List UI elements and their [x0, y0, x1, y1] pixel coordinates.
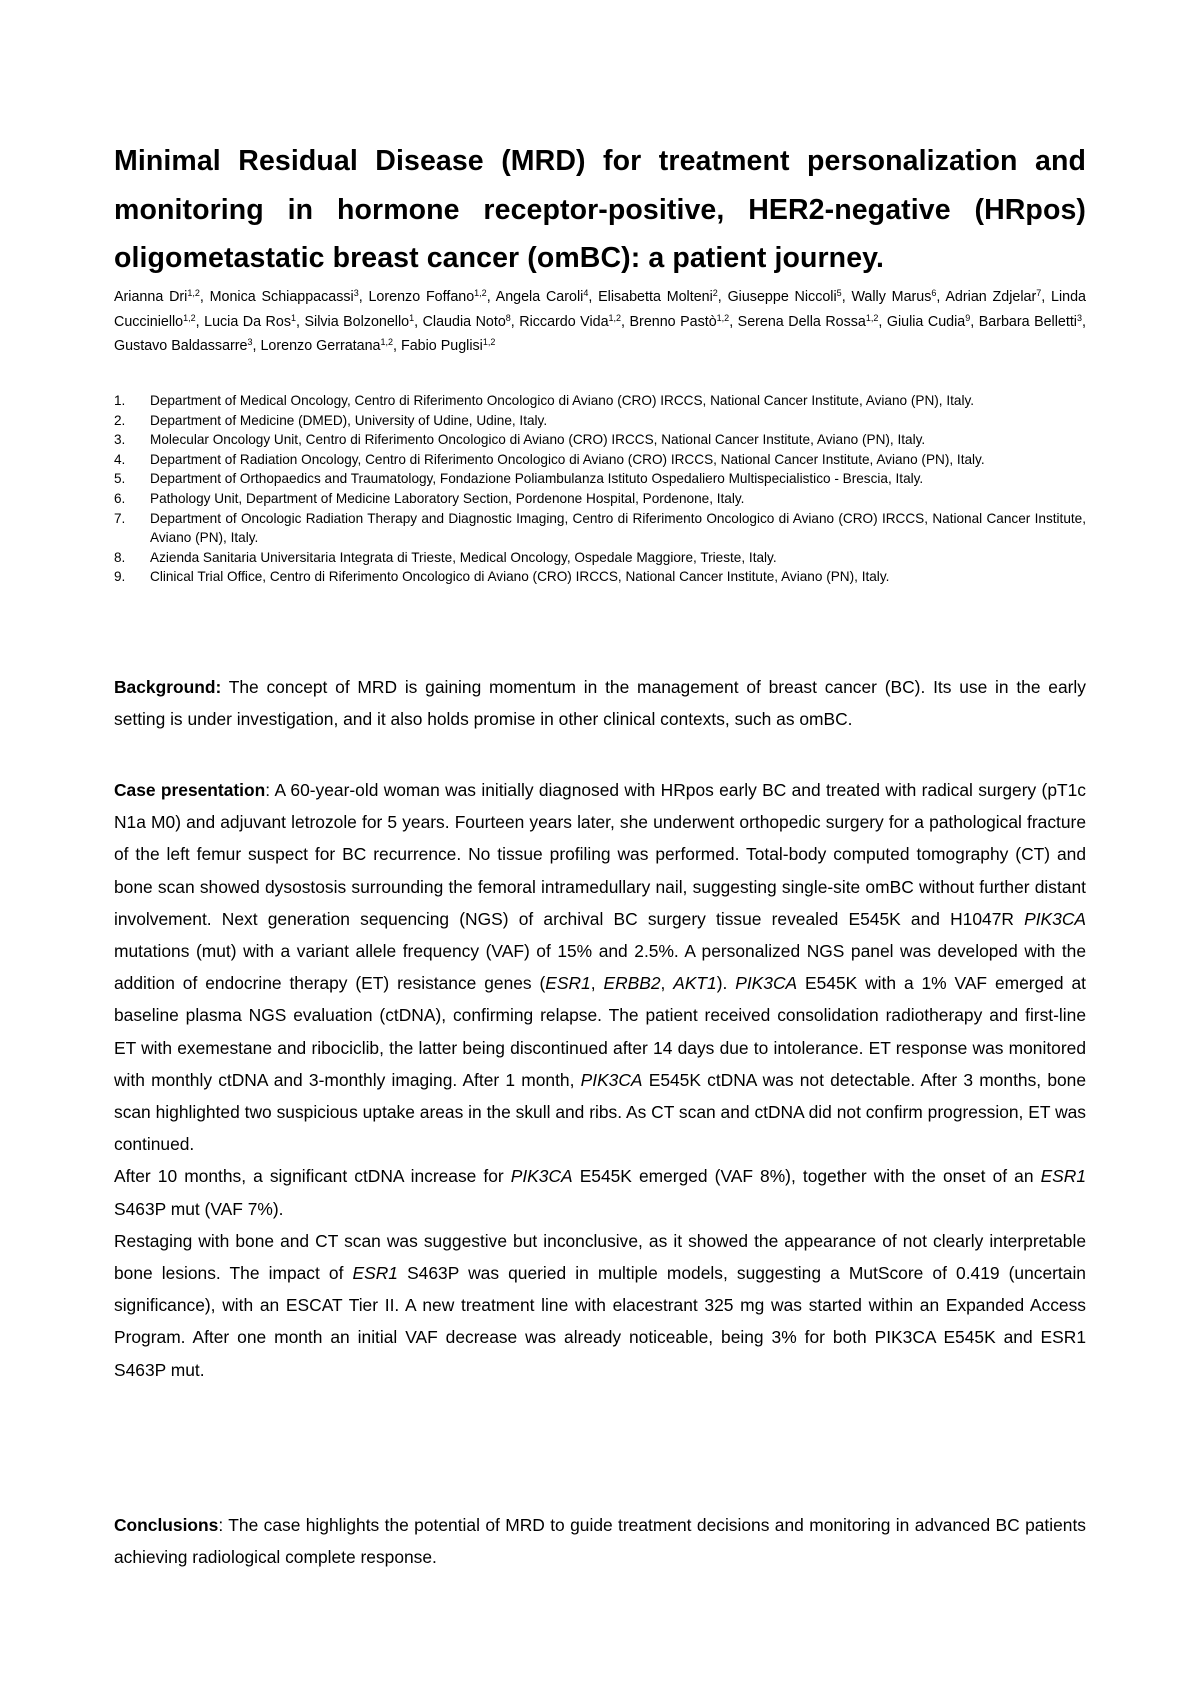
gene-name: PIK3CA	[735, 973, 798, 994]
author-name: Lucia Da Ros	[204, 313, 291, 330]
author-name: Riccardo Vida	[519, 313, 609, 330]
gene-name: ESR1	[352, 1263, 398, 1284]
case-paragraph-2	[114, 1160, 1086, 1224]
paper-title	[114, 137, 1086, 283]
affiliation-number: 1.	[114, 393, 126, 408]
author-name: Giulia Cudia	[886, 313, 966, 330]
author-name: Silvia Bolzonello	[304, 313, 410, 330]
author-affiliation-marker: 1,2	[187, 288, 200, 298]
affiliation-item	[114, 509, 1086, 548]
case-paragraph-3	[114, 1225, 1086, 1386]
affiliation-number: 9.	[114, 569, 126, 585]
author-affiliation-marker: 4	[583, 288, 589, 298]
text-run: ,	[660, 973, 674, 994]
author-affiliation-marker: 3	[1076, 312, 1082, 323]
text-run: S463P was queried in multiple models, suggesting a MutScore of 0.419 (uncertain significance), with an ESCAT Tier II. A new treatment line with elacestrant 325 mg was started within an Expanded Access Program. After one month an initial VAF decrease was already noticeable, being 3% for both PIK3CA E545K and ESR1 S463P mut.	[114, 1263, 1086, 1380]
background-section	[114, 671, 1086, 735]
affiliation-text: Department of Oncologic Radiation Therapy and Diagnostic Imaging, Centro di Riferimento Oncologico di Aviano (CRO) IRCCS, National Cancer Institute, Aviano (PN), Italy.	[150, 510, 1086, 546]
affiliation-number: 6.	[114, 490, 126, 506]
affiliation-item	[114, 548, 1086, 568]
author-name: Claudia Noto	[422, 313, 506, 330]
affiliation-list	[114, 391, 1086, 587]
text-run: E545K ctDNA was not detectable. After 3 months, bone scan highlighted two suspicious uptake areas in the skull and ribs. As CT scan and ctDNA did not confirm progression, ET was continued.	[114, 1069, 1087, 1155]
gene-name: ESR1	[545, 973, 591, 994]
author-affiliation-marker: 7	[1036, 288, 1042, 298]
case-presentation-section	[114, 774, 1086, 1386]
author-name: Giuseppe Niccoli	[727, 289, 837, 305]
author-affiliation-marker: 1	[409, 312, 415, 323]
affiliation-item	[114, 411, 1086, 431]
author-name: Serena Della Rossa	[737, 313, 866, 330]
affiliation-number: 5.	[114, 471, 126, 487]
affiliation-text: Azienda Sanitaria Universitaria Integrata di Trieste, Medical Oncology, Ospedale Maggiore, Trieste, Italy.	[150, 549, 777, 565]
affiliation-item	[114, 450, 1086, 470]
author-name: Barbara Belletti	[978, 313, 1077, 330]
affiliation-number: 8.	[114, 549, 126, 565]
author-affiliation-marker: 5	[836, 288, 842, 298]
text-run: : A 60-year-old woman was initially diagnosed with HRpos early BC and treated with radical surgery (pT1c N1a M0) and adjuvant letrozole for 5 years. Fourteen years later, she underwent orthopedic surgery for a pathological fracture of the left femur suspect for BC recurrence. No tissue profiling was performed. Total-body computed tomography (CT) and bone scan showed dysostosis surrounding the femoral intramedullary nail, suggesting single-site omBC without further distant involvement. Next generation sequencing (NGS) of archival BC surgery tissue revealed E545K and H1047R	[114, 780, 1086, 929]
author-affiliation-marker: 8	[505, 312, 511, 323]
author-affiliation-marker: 1	[291, 312, 297, 323]
affiliation-text: Department of Medical Oncology, Centro di Riferimento Oncologico di Aviano (CRO) IRCCS, National Cancer Institute, Aviano (PN), Italy.	[150, 393, 975, 408]
text-run: E545K with a 1% VAF emerged at baseline plasma NGS evaluation (ctDNA), confirming relapse. The patient received consolidation radiotherapy and first-line ET with exemestane and ribociclib, the latter being discontinued after 14 days due to intolerance. ET response was monitored with monthly ctDNA and 3-monthly imaging. After 1 month,	[114, 973, 1086, 1090]
conclusions-text: : The case highlights the potential of MRD to guide treatment decisions and monitoring in advanced BC patients achieving radiological complete response.	[114, 1515, 1086, 1568]
text-run: mutations (mut) with a variant allele frequency (VAF) of 15% and 2.5%. A personalized NGS panel was developed with the addition of endocrine therapy (ET) resistance genes (	[114, 941, 1086, 994]
affiliation-text: Molecular Oncology Unit, Centro di Riferimento Oncologico di Aviano (CRO) IRCCS, National Cancer Institute, Aviano (PN), Italy.	[150, 432, 926, 448]
gene-name: AKT1	[673, 973, 717, 994]
title-line: Minimal Residual Disease (MRD) for treatment personalization and	[114, 145, 1086, 177]
author-affiliation-marker: 9	[965, 312, 971, 323]
affiliation-item	[114, 391, 1086, 411]
author-affiliation-marker: 1,2	[482, 337, 496, 347]
author-name: Brenno Pastò	[629, 313, 717, 330]
author-name: Lorenzo Foffano	[368, 289, 475, 305]
case-paragraph-1	[114, 774, 1086, 1160]
affiliation-item	[114, 489, 1086, 509]
case-paragraph-1-text	[114, 780, 1086, 1154]
title-line: oligometastatic breast cancer (omBC): a patient journey.	[114, 242, 884, 274]
affiliation-text: Pathology Unit, Department of Medicine Laboratory Section, Pordenone Hospital, Pordenone, Italy.	[150, 490, 745, 506]
affiliation-text: Department of Radiation Oncology, Centro di Riferimento Oncologico di Aviano (CRO) IRCCS, National Cancer Institute, Aviano (PN), Italy.	[150, 451, 985, 467]
author-affiliation-marker: 2	[712, 288, 718, 298]
affiliation-text: Clinical Trial Office, Centro di Riferimento Oncologico di Aviano (CRO) IRCCS, National Cancer Institute, Aviano (PN), Italy.	[150, 569, 890, 585]
conclusions-label: Conclusions	[114, 1515, 219, 1535]
text-run: ,	[590, 973, 604, 994]
gene-name: ERBB2	[603, 973, 661, 994]
affiliation-item	[114, 430, 1086, 450]
gene-name: PIK3CA	[510, 1166, 573, 1187]
affiliation-item	[114, 469, 1086, 489]
background-text: The concept of MRD is gaining momentum in the management of breast cancer (BC). Its use in the early setting is under investigation, and it also holds promise in other clinical contexts, such as omBC.	[114, 677, 1086, 730]
author-name: Adrian Zdjelar	[945, 289, 1037, 305]
author-list: Arianna Dri$^{1,2}$, Monica Schiappacassi$^3$, Lorenzo Foffano$^{1,2}$, Angela Caroli$^4$, Elisabetta Molteni$^2$, Giuseppe Niccoli$^5$, Wally Marus$^6$, Adrian Zdjelar$^7$, Linda Cucciniello$^{1,2}$, Lucia Da Ros$^1$, Silvia Bolzonello$^1$, Claudia Noto$^8$, Riccardo Vida$^{1,2}$, Brenno Pastò$^{1,2}$, Serena Della Rossa$^{1,2}$, Giulia Cudia$^9$, Barbara Belletti$^3$, Gustavo Baldassarre$^3$, Lorenzo Gerratana$^{1,2}$, Fabio Puglisi$^{1,2}$	[114, 288, 1086, 354]
title-line: monitoring in hormone receptor-positive, HER2-negative (HRpos)	[114, 193, 1086, 226]
author-name: Gustavo Baldassarre	[114, 338, 248, 354]
text-run: After 10 months, a significant ctDNA increase for	[114, 1166, 511, 1187]
gene-name: PIK3CA	[580, 1069, 643, 1090]
author-name: Angela Caroli	[495, 289, 584, 305]
text-run: E545K emerged (VAF 8%), together with the onset of an	[572, 1166, 1041, 1187]
affiliation-number: 2.	[114, 412, 126, 428]
author-name: Arianna Dri	[114, 289, 188, 305]
author-name: Wally Marus	[851, 289, 932, 305]
author-name: Linda Cucciniello	[114, 289, 1086, 330]
affiliation-text: Department of Medicine (DMED), University of Udine, Udine, Italy.	[150, 412, 548, 428]
author-affiliation-marker: 3	[247, 337, 253, 347]
background-label: Background:	[114, 677, 222, 697]
text-run: ).	[716, 973, 736, 994]
author-name: Fabio Puglisi	[400, 338, 483, 354]
author-affiliation-marker: 3	[353, 288, 359, 298]
author-affiliation-marker: 1,2	[716, 312, 730, 323]
gene-name: ESR1	[1040, 1166, 1086, 1187]
text-run: S463P mut (VAF 7%).	[114, 1198, 284, 1219]
author-affiliation-marker: 1,2	[380, 337, 394, 347]
affiliation-number: 7.	[114, 510, 126, 526]
author-affiliation-marker: 1,2	[183, 312, 196, 323]
author-name: Lorenzo Gerratana	[260, 338, 381, 354]
author-affiliation-marker: 1,2	[608, 312, 622, 323]
gene-name: PIK3CA	[1024, 908, 1086, 929]
author-name: Elisabetta Molteni	[598, 289, 713, 305]
affiliation-number: 3.	[114, 432, 126, 448]
affiliation-item	[114, 567, 1086, 587]
affiliation-number: 4.	[114, 451, 126, 467]
affiliation-text: Department of Orthopaedics and Traumatology, Fondazione Poliambulanza Istituto Ospedaliero Multispecialistico - Brescia, Italy.	[150, 471, 924, 487]
author-affiliation-marker: 1,2	[474, 288, 487, 298]
author-affiliation-marker: 1,2	[865, 312, 879, 323]
author-affiliation-marker: 6	[931, 288, 937, 298]
text-run: Restaging with bone and CT scan was suggestive but inconclusive, as it showed the appearance of not clearly interpretable bone lesions. The impact of	[114, 1230, 1086, 1284]
case-presentation-label: Case presentation	[114, 780, 266, 800]
author-name: Monica Schiappacassi	[209, 289, 354, 305]
conclusions-section	[114, 1509, 1086, 1573]
